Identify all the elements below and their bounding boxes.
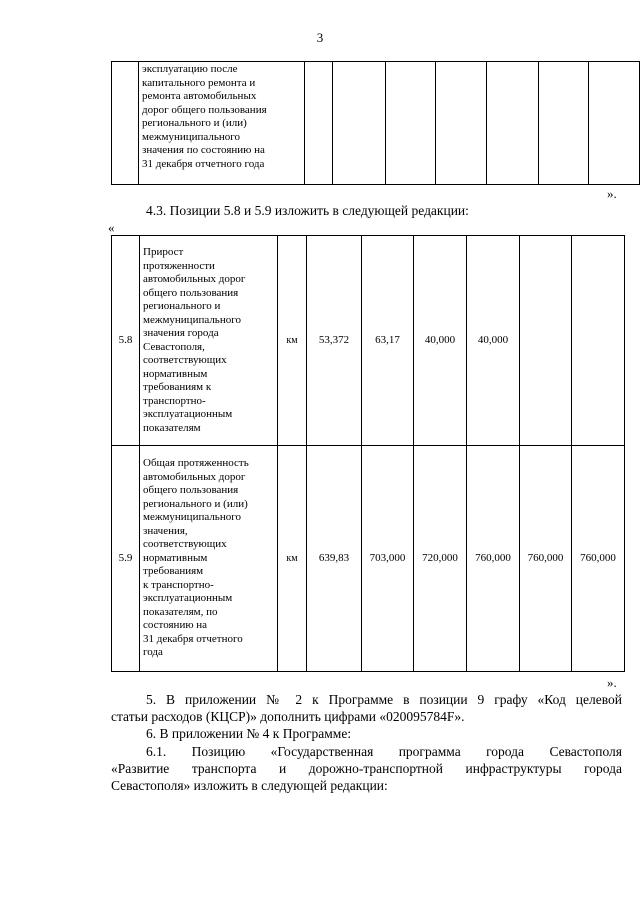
empty-cell	[436, 62, 487, 185]
description-line: эксплуатационным	[143, 408, 233, 420]
empty-cell	[304, 62, 332, 185]
description-line: капитального ремонта и	[142, 76, 256, 89]
description-line: 31 декабря отчетного	[143, 632, 243, 645]
description-line: соответствующих	[143, 538, 227, 551]
table-row	[112, 446, 625, 672]
value-cell: 40,000	[414, 236, 467, 446]
empty-cell	[588, 62, 639, 185]
positions-table	[111, 235, 625, 672]
paragraph-line: Севастополя» изложить в следующей редакции:	[111, 778, 388, 793]
value-cell: 63,17	[362, 236, 414, 446]
paragraph-6-1	[111, 743, 622, 794]
value-cell: 40,000	[467, 236, 520, 446]
paragraph-line: 6.1. Позицию «Государственная программа города Севастополя	[146, 744, 622, 759]
empty-cell	[538, 62, 588, 185]
closing-quote: ».	[607, 186, 617, 201]
continuation-row	[112, 62, 640, 185]
description-line: межмуниципального	[143, 511, 241, 524]
description-line: эксплуатационным	[143, 592, 233, 605]
description-line: регионального и (или)	[143, 497, 248, 510]
description-line: требованиям	[143, 565, 204, 578]
description-line: нормативным	[143, 367, 208, 380]
description-cell	[140, 446, 278, 672]
value-cell: 720,000	[414, 446, 467, 672]
description-line: Общая протяженность	[143, 457, 249, 470]
value-cell: 53,372	[307, 236, 362, 446]
description-line: требованиям к	[143, 381, 212, 393]
row-number-cell: 5.9	[112, 446, 140, 672]
description-line: дорог общего пользования	[142, 103, 267, 116]
description-line: Прирост	[143, 246, 184, 258]
paragraph-5	[111, 691, 622, 725]
section-heading: 4.3. Позиции 5.8 и 5.9 изложить в следующей редакции:	[146, 203, 469, 218]
unit-cell: км	[278, 236, 307, 446]
description-line: значения,	[143, 524, 188, 537]
value-cell: 639,83	[307, 446, 362, 672]
page-number: 3	[316, 30, 324, 45]
opening-quote: «	[108, 220, 115, 235]
value-cell	[572, 236, 625, 446]
empty-cell	[385, 62, 435, 185]
description-line: состоянию на	[143, 619, 208, 632]
row-number-cell: 5.8	[112, 236, 140, 446]
description-line: общего пользования	[143, 484, 239, 497]
paragraph-line: 6. В приложении № 4 к Программе:	[146, 726, 352, 741]
description-line: общего пользования	[143, 286, 239, 299]
value-cell: 760,000	[467, 446, 520, 672]
paragraph-line: «Развитие транспорта и дорожно-транспортной инфраструктуры города	[111, 761, 622, 776]
description-line: к транспортно-	[143, 578, 214, 591]
description-line: 31 декабря отчетного года	[142, 157, 265, 170]
description-line: года	[143, 646, 163, 659]
description-line: значения по состоянию на	[142, 144, 265, 156]
paragraph-line: статьи расходов (КЦСР)» дополнить цифрами «020095784F».	[111, 709, 465, 724]
empty-cell	[487, 62, 538, 185]
description-line: значения города	[143, 327, 219, 339]
value-cell	[520, 236, 572, 446]
description-line: межмуниципального	[143, 313, 241, 326]
empty-cell	[332, 62, 385, 185]
description-cell	[140, 236, 278, 446]
description-line: ремонта автомобильных	[142, 90, 257, 102]
continuation-table	[111, 61, 640, 185]
unit-cell: км	[278, 446, 307, 672]
value-cell: 760,000	[520, 446, 572, 672]
description-line: транспортно-	[143, 394, 206, 407]
table-row	[112, 236, 625, 446]
description-line: Севастополя,	[143, 340, 205, 353]
closing-quote: ».	[607, 675, 617, 690]
description-line: нормативным	[143, 551, 208, 564]
description-line: межмуниципального	[142, 130, 240, 143]
description-line: регионального и	[143, 300, 221, 312]
paragraph-line: 5. В приложении № 2 к Программе в позиции 9 графу «Код целевой	[146, 692, 622, 707]
description-line: показателям, по	[143, 605, 218, 618]
description-line: автомобильных дорог	[143, 273, 246, 285]
description-line: протяженности	[143, 259, 215, 272]
description-line: автомобильных дорог	[143, 470, 246, 483]
value-cell: 703,000	[362, 446, 414, 672]
row-number-cell	[112, 62, 139, 185]
value-cell: 760,000	[572, 446, 625, 672]
description-line: регионального и (или)	[142, 117, 247, 129]
description-line: показателям	[143, 421, 201, 434]
description-cell	[139, 62, 305, 185]
description-line: соответствующих	[143, 354, 227, 366]
description-line: эксплуатацию после	[142, 63, 238, 75]
paragraph-6	[111, 725, 622, 742]
